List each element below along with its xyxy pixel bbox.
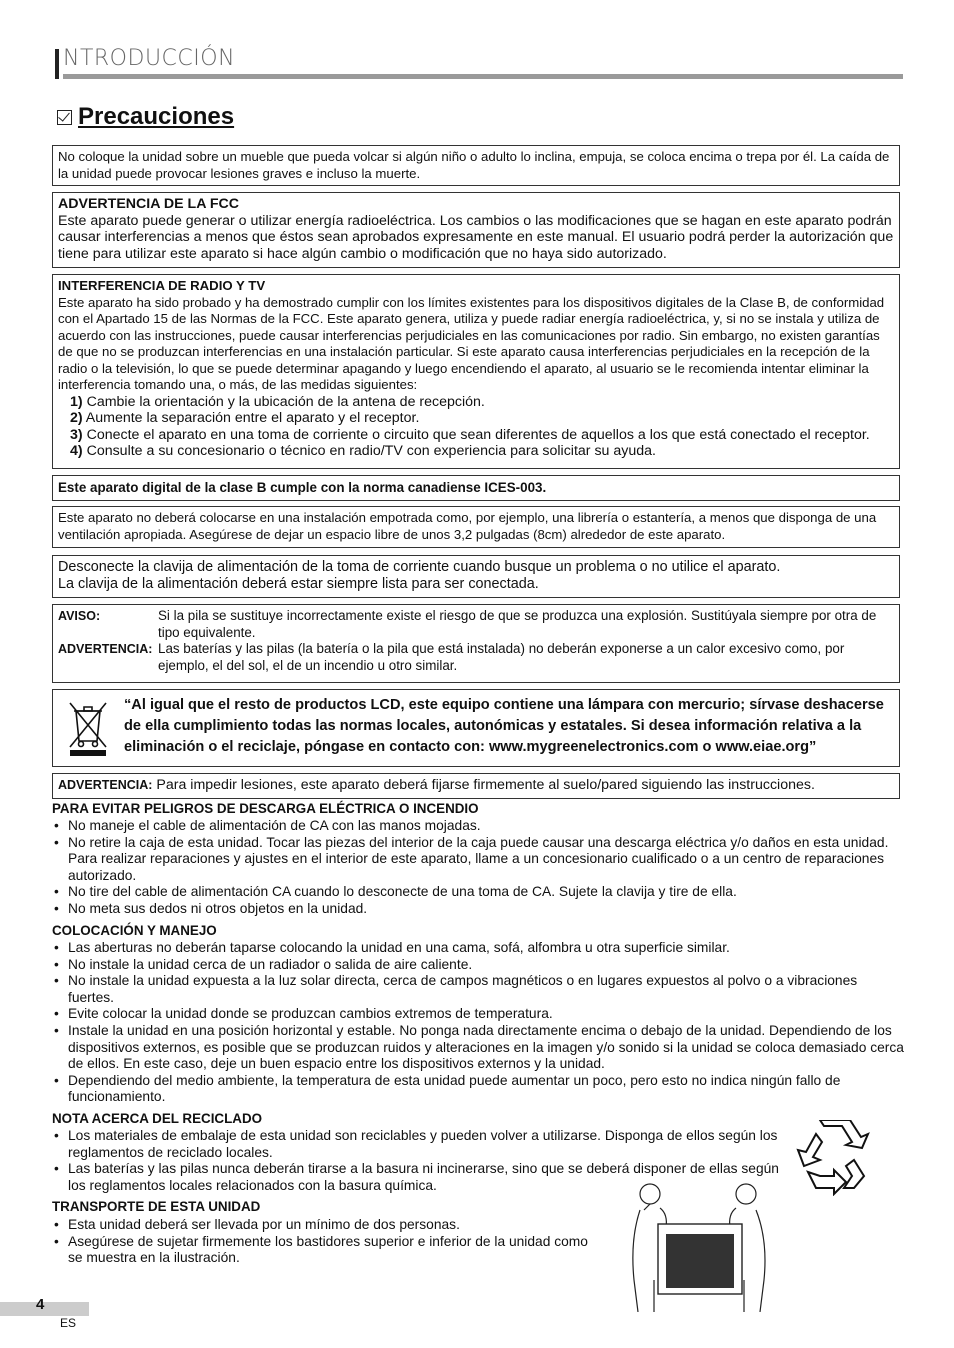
radio-measures-list — [58, 394, 894, 460]
fcc-title: ADVERTENCIA DE LA FCC — [58, 196, 240, 212]
section-title-text: Precauciones — [78, 103, 235, 130]
ventilation-warning: Este aparato no deberá colocarse en una instalación empotrada como, por ejemplo, una librería o estantería, a menos que disponga de una ventilación apropiada. Asegúrese de dejar un espacio libre de unos 3,2 pulgadas (8cm) alrededor de este aparato. — [52, 506, 900, 548]
list-item: • Esta unidad deberá ser llevada por un mínimo de dos personas. — [52, 1217, 597, 1234]
radio-measure-text: Cambie la orientación y la ubicación de la antena de recepción. — [82, 393, 485, 410]
advertencia-text: Las baterías y las pilas (la batería o la pila que está instalada) no deberán exponerse a un calor excesivo como, por ejemplo, el del sol, el de un incendio u otro similar. — [158, 641, 845, 673]
shock-list — [52, 818, 897, 918]
page-header — [55, 46, 903, 82]
handling-title: COLOCACIÓN Y MANEJO — [52, 923, 217, 938]
radio-measure-item — [58, 410, 894, 427]
radio-measure-item — [58, 443, 894, 460]
page-number: 4 — [36, 1296, 45, 1313]
header-title: NTRODUCCIÓN — [63, 46, 236, 71]
plug-line-1: Desconecte la clavija de alimentación de la toma de corriente cuando busque un problema o no utilice el aparato. — [58, 559, 781, 575]
tip-over-warning: No coloque la unidad sobre un mueble que pueda volcar si algún niño o adulto lo inclina, empuja, se coloca encima o trepa por él. La caída de la unidad puede provocar lesiones graves e incluso la muerte. — [52, 145, 900, 186]
mercury-lamp-notice — [52, 689, 900, 767]
radio-title: INTERFERENCIA DE RADIO Y TV — [58, 278, 266, 293]
header-rule — [63, 74, 903, 79]
radio-measure-text: Conecte el aparato en una toma de corriente o circuito que sean diferentes de aquellos a los que está conectado el receptor. — [82, 426, 870, 443]
fcc-warning-box — [52, 192, 900, 268]
list-item: • Las baterías y las pilas nunca deberán tirarse a la basura ni incinerarse, sino que se deberá disponer de ellas según los reglamentos locales relacionados con la basura química. — [52, 1161, 780, 1194]
radio-measure-number: 4) — [70, 443, 83, 459]
section-title — [57, 102, 234, 132]
list-item: • Evite colocar la unidad donde se produzcan cambios extremos de temperatura. — [52, 1006, 907, 1023]
list-item: • No retire la caja de esta unidad. Tocar las piezas del interior de la caja puede causar una descarga eléctrica y/o daños en esta unidad. Para realizar reparaciones y ajustes en el interior de este aparato, llame a un concesionario cualificado o a un centro de reparaciones autorizado. — [52, 835, 897, 885]
mercury-lamp-text: “Al igual que el resto de productos LCD, este equipo contiene una lámpara con mercurio; sírvase deshacerse de ella cumplimiento todas las normas locales, autonómicas y estatales. Si desea información relativa a la eliminación o el reciclaje, póngase en contacto con: www.mygreenelectronics.com o www.eiae.org” — [124, 697, 884, 755]
list-item: • No tire del cable de alimentación CA cuando lo desconecte de una toma de CA. Sujete la clavija y tire de ella. — [52, 884, 897, 901]
advertencia-label: ADVERTENCIA: — [58, 642, 153, 656]
list-item: • No instale la unidad expuesta a la luz solar directa, cerca de campos magnéticos o en lugares expuestos al polvo o a vibraciones fuertes. — [52, 973, 907, 1006]
aviso-label: AVISO: — [58, 609, 101, 623]
radio-measure-item — [58, 394, 894, 411]
radio-measure-item — [58, 427, 894, 444]
list-item: • Asegúrese de sujetar firmemente los bastidores superior e inferior de la unidad como se muestra en la ilustración. — [52, 1234, 597, 1267]
language-code: ES — [60, 1316, 77, 1330]
advertencia-row — [58, 641, 894, 674]
list-item: • No meta sus dedos ni otros objetos en la unidad. — [52, 901, 897, 918]
radio-measure-text: Consulte a su concesionario o técnico en radio/TV con experiencia para solicitar su ayuda. — [82, 443, 656, 459]
transport-list — [52, 1217, 597, 1267]
radio-measure-number: 1) — [70, 393, 83, 410]
power-plug-notice — [52, 555, 900, 598]
radio-tv-interference-box — [52, 274, 900, 469]
list-item: • Las aberturas no deberán taparse colocando la unidad en una cama, sofá, alfombra u otra superficie similar. — [52, 940, 907, 957]
wall-warning-label: ADVERTENCIA: — [58, 778, 153, 792]
radio-measure-number: 3) — [70, 426, 83, 443]
radio-measure-number: 2) — [70, 410, 83, 426]
list-item: • Instale la unidad en una posición horizontal y estable. No ponga nada directamente encima o debajo de la unidad. Dependiendo de los dispositivos externos, es posible que se produzcan ruidos y alteraciones en la imagen y/o sonido si la unidad se coloca demasiado cerca de ellos. En este caso, deje un buen espacio entre los dispositivos externos y la unidad. — [52, 1023, 907, 1073]
handling-list — [52, 940, 907, 1106]
fcc-text: Este aparato puede generar o utilizar energía radioeléctrica. Los cambios o las modificaciones que se hagan en este aparato podrán causar interferencias a menos que éstos sean aprobados expresamente en este manual. El usuario podrá perder la autorización que tiene para utilizar este aparato si hace algún cambio o modificación que no haya sido autorizado. — [58, 212, 894, 263]
battery-warning-box — [52, 604, 900, 683]
footer-tab — [0, 1302, 89, 1316]
list-item: • No instale la unidad cerca de un radiador o salida de aire caliente. — [52, 957, 907, 974]
shock-title: PARA EVITAR PELIGROS DE DESCARGA ELÉCTRICA O INCENDIO — [52, 801, 479, 816]
list-item: • Dependiendo del medio ambiente, la temperatura de esta unidad puede aumentar un poco, pero esto no indica ningún fallo de funcionamiento. — [52, 1073, 907, 1106]
aviso-row — [58, 608, 894, 641]
recycle-icon — [794, 1120, 874, 1196]
ices-statement: Este aparato digital de la clase B cumple con la norma canadiense ICES-003. — [52, 475, 900, 501]
list-item: • No maneje el cable de alimentación de CA con las manos mojadas. — [52, 818, 897, 835]
header-bar — [55, 49, 59, 79]
recycling-title: NOTA ACERCA DEL RECICLADO — [52, 1111, 263, 1126]
weee-bin-icon — [64, 697, 112, 757]
list-item: • Los materiales de embalaje de esta unidad son reciclables y pueden volver a utilizarse. Disponga de ellos según los reglamentos de reciclado locales. — [52, 1128, 780, 1161]
radio-text: Este aparato ha sido probado y ha demostrado cumplir con los límites existentes para los dispositivos digitales de la Clase B, de conformidad con el Apartado 15 de las Normas de la FCC. Este aparato genera, utiliza y puede radiar energía radioeléctrica, y, si no se instala y utiliza de acuerdo con las instrucciones, puede causar interferencias perjudiciales en las comunicaciones por radio. Sin embargo, no existen garantías de que no se produzcan interferencias en una instalación particular. Si este aparato causa interferencias perjudiciales en la recepción de la radio o la televisión, lo que se puede determinar apagando y luego encendiendo el aparato, al usuario se le recomienda intentar eliminar la interferencia tomando una, o más, de las medidas siguientes: — [58, 294, 885, 392]
wall-mount-warning — [52, 773, 900, 799]
wall-warning-text: Para impedir lesiones, este aparato deberá fijarse firmemente al suelo/pared siguiendo las instrucciones. — [152, 777, 815, 793]
transport-title: TRANSPORTE DE ESTA UNIDAD — [52, 1199, 261, 1214]
radio-measure-text: Aumente la separación entre el aparato y el receptor. — [82, 410, 420, 426]
carrying-tv-illustration — [624, 1180, 774, 1312]
checkbox-icon — [57, 110, 72, 125]
plug-line-2: La clavija de la alimentación deberá estar siempre lista para ser conectada. — [58, 576, 539, 592]
aviso-text: Si la pila se sustituye incorrectamente existe el riesgo de que se produzca una explosión. Sustitúyala siempre por otra de tipo equivalente. — [158, 608, 877, 640]
